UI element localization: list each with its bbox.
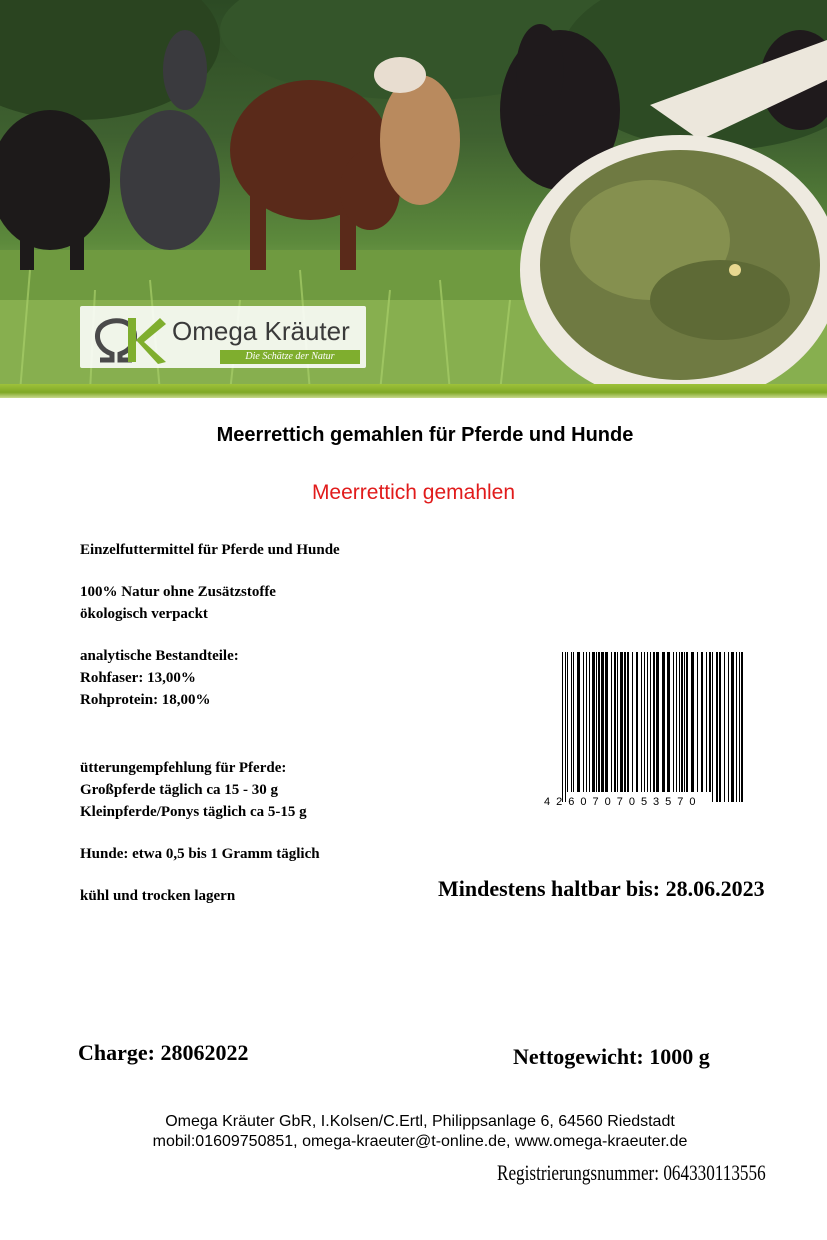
barcode-bar [567,652,568,792]
barcode-bar [719,652,721,802]
barcode-bar [586,652,587,792]
barcode-bar [596,652,597,792]
barcode-bar [681,652,683,792]
horse-bay [230,80,400,270]
barcode-bar [741,652,743,802]
barcode-bar [601,652,604,792]
info-line: kühl und trocken lagern [80,888,236,904]
logo-name: Omega Kräuter [172,316,350,346]
barcode-bar [653,652,655,792]
barcode-bar [706,652,707,792]
product-title: Meerrettich gemahlen für Pferde und Hunde [216,424,634,446]
barcode-bar [605,652,608,792]
barcode-bar [697,652,698,792]
barcode-bar [624,652,626,792]
registration-number: Registrierungsnummer: 064330113556 [497,1160,766,1185]
company-address [40,1112,800,1152]
barcode-bar [691,652,694,792]
barcode-bar [684,652,685,792]
info-line: Großpferde täglich ca 15 - 30 g [80,782,279,798]
barcode-bar [709,652,711,792]
barcode-bar [611,652,612,792]
barcode-bar [731,652,734,802]
batch-number: Charge: 28062022 [78,1040,249,1065]
barcode-bar [598,652,600,792]
barcode-bar [662,652,665,792]
barcode-bar [728,652,729,802]
company-logo [80,306,366,368]
net-weight: Nettogewicht: 1000 g [513,1044,710,1069]
barcode-bar [736,652,737,802]
contact-line: mobil:01609750851, omega-kraeuter@t-online.de, www.omega-kraeuter.de [152,1133,688,1150]
info-line: ütterungempfehlung für Pferde: [80,760,287,776]
info-line: Hunde: etwa 0,5 bis 1 Gramm täglich [80,846,320,862]
barcode-bar [724,652,725,802]
info-line: 100% Natur ohne Zusätzstoffe [80,584,276,600]
info-line: Rohfaser: 13,00% [80,670,196,686]
barcode-bar [647,652,648,792]
barcode-number: 4260707053570 [544,796,702,808]
barcode-bar [701,652,703,792]
barcode [544,652,754,814]
info-line: analytische Bestandteile: [80,648,239,664]
barcode-bar [673,652,674,792]
barcode-bar [617,652,618,792]
omega-k-icon [90,310,168,366]
barcode-bar [679,652,680,792]
barcode-bar [571,652,572,792]
barcode-bar [667,652,670,792]
barcode-bar [627,652,629,792]
accent-band [0,384,827,398]
barcode-bar [644,652,645,792]
info-line: ökologisch verpackt [80,606,208,622]
barcode-bar [592,652,595,792]
barcode-bar [686,652,688,792]
barcode-bar [739,652,740,802]
barcode-bar [716,652,718,802]
info-line: Rohprotein: 18,00% [80,692,211,708]
barcode-bar [562,652,563,802]
barcode-bar [577,652,580,792]
product-subtitle: Meerrettich gemahlen [311,481,516,504]
barcode-bar [583,652,584,792]
barcode-bar [620,652,623,792]
best-before-date: Mindestens haltbar bis: 28.06.2023 [438,876,765,901]
barcode-bar [712,652,713,802]
info-line: Kleinpferde/Ponys täglich ca 5-15 g [80,804,307,820]
info-line: Einzelfuttermittel für Pferde und Hunde [80,542,340,558]
barcode-bar [565,652,566,802]
barcode-bar [632,652,633,792]
barcode-bar [650,652,651,792]
barcode-bar [573,652,574,792]
product-info [80,539,410,907]
barcode-bar [636,652,638,792]
barcode-bar [676,652,677,792]
barcode-bar [589,652,590,792]
barcode-bar [614,652,616,792]
logo-tagline: Die Schätze der Natur [220,350,360,364]
barcode-bar [656,652,659,792]
address-line: Omega Kräuter GbR, I.Kolsen/C.Ertl, Philippsanlage 6, 64560 Riedstadt [165,1113,675,1130]
barcode-bar [641,652,642,792]
horse-left [0,110,110,270]
